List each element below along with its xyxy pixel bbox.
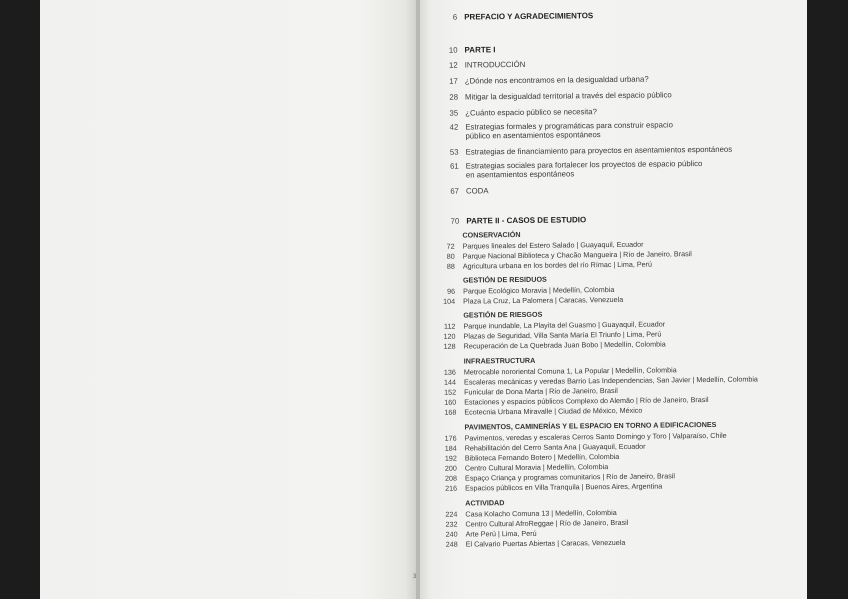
toc-title: Estrategias formales y programáticas para construir espacio <box>465 120 673 132</box>
case-entry <box>439 535 809 551</box>
toc-title-continuation: en asentamientos espontáneos <box>465 169 575 180</box>
toc-title: Espaço Criança y programas comunitarios | Río de Janeiro, Brasil <box>464 471 676 483</box>
toc-entry-preface <box>433 8 803 24</box>
toc-title: Plaza La Cruz, La Palomera | Caracas, Venezuela <box>463 294 624 306</box>
toc-title: Parque inundable, La Playita del Guasmo | Guayaquil, Ecuador <box>463 319 666 331</box>
toc-title: Ecotecnia Urbana Miravalle | Ciudad de México, México <box>464 405 643 417</box>
toc-page-number: 128 <box>443 341 456 351</box>
toc-title: Rehabilitación del Cerro Santa Ana | Guayaquil, Ecuador <box>464 441 646 453</box>
toc-title: Funicular de Dona Marta | Río de Janeiro, Brasil <box>464 385 618 397</box>
toc-page-number: 112 <box>443 321 456 331</box>
toc-title: Arte Perú | Lima, Perú <box>465 528 537 539</box>
toc-page-number: 72 <box>446 241 455 251</box>
toc-page-number: 61 <box>450 161 459 171</box>
toc-title: Centro Cultural Moravia | Medellín, Colombia <box>464 462 609 473</box>
toc-page-number: 192 <box>444 453 457 463</box>
toc-entry <box>434 88 804 104</box>
toc-title: Plazas de Seguridad, Villa Santa María El Triunfo | Lima, Perú <box>463 329 662 341</box>
toc-entry <box>435 143 805 159</box>
toc-title: Centro Cultural AfroReggae | Río de Janeiro, Brasil <box>465 517 629 529</box>
toc-page-number: 208 <box>444 473 458 483</box>
toc-page-number: 80 <box>446 251 455 261</box>
toc-entry <box>434 104 804 120</box>
toc-title: Espacios públicos en Villa Tranquila | Buenos Aires, Argentina <box>465 481 663 493</box>
toc-entry-coda <box>435 182 805 198</box>
toc-title: Mitigar la desigualdad territorial a través del espacio público <box>464 90 672 102</box>
toc-title: Agricultura urbana en los bordes del río Rímac | Lima, Perú <box>462 259 653 271</box>
toc-entry <box>434 56 804 72</box>
toc-page-number: 184 <box>444 443 457 453</box>
toc-page-number: 53 <box>449 147 459 157</box>
toc-title: ¿Dónde nos encontramos en la desigualdad urbana? <box>464 74 649 86</box>
toc-title: Pavimentos, veredas y escaleras Cerros Santo Domingo y Toro | Valparaíso, Chile <box>464 430 727 443</box>
toc-title: Estrategias de financiamiento para proyectos en asentamientos espontáneos <box>465 144 733 157</box>
section-title: GESTIÓN DE RIESGOS <box>463 309 543 320</box>
toc-page-number: 12 <box>448 60 458 70</box>
toc-page-number: 96 <box>447 286 456 296</box>
toc-title: Casa Kolacho Comuna 13 | Medellín, Colombia <box>465 507 617 519</box>
section-title: ACTIVIDAD <box>465 498 505 508</box>
toc-page-number: 144 <box>443 377 457 387</box>
toc-entry-continuation <box>435 166 805 182</box>
toc-page-number: 35 <box>449 108 459 118</box>
toc-title: PREFACIO Y AGRADECIMIENTOS <box>464 11 594 22</box>
section-title: PAVIMENTOS, CAMINERÍAS Y EL ESPACIO EN TORNO A EDIFICACIONES <box>464 419 717 432</box>
toc-title: Escaleras mecánicas y veredas Barrio Las Independencias, San Javier | Medellín, Colombia <box>463 374 758 387</box>
toc-title: Recuperación de La Quebrada Juan Bobo | Medellín, Colombia <box>463 339 666 351</box>
case-entry <box>437 337 807 353</box>
section-title: CONSERVACIÓN <box>462 229 521 240</box>
toc-page-number: 160 <box>444 397 457 407</box>
toc-page-number: 224 <box>445 509 458 519</box>
toc-entry-part2 <box>435 212 805 228</box>
toc-page-number: 88 <box>446 261 455 271</box>
toc-page-number: 168 <box>444 407 457 417</box>
folio-page-number: 3 <box>413 574 417 580</box>
toc-title-continuation: público en asentamientos espontáneos <box>465 130 601 141</box>
toc-page-number: 10 <box>448 45 458 55</box>
toc-title: INTRODUCCIÓN <box>464 59 526 70</box>
toc-title: Parque Nacional Biblioteca y Chacão Mangueira | Río de Janeiro, Brasil <box>462 249 692 261</box>
case-entry <box>436 257 806 273</box>
toc-page-number: 17 <box>449 76 458 86</box>
toc-title: Parque Ecológico Moravia | Medellín, Colombia <box>463 284 615 296</box>
toc-title: El Calvario Puertas Abiertas | Caracas, Venezuela <box>465 537 626 549</box>
toc-page-number: 216 <box>445 483 458 493</box>
toc-title: ¿Cuánto espacio público se necesita? <box>465 107 597 118</box>
toc-page-number: 42 <box>449 122 459 132</box>
toc-title: Estaciones y espacios públicos Complexo do Alemão | Río de Janeiro, Brasil <box>464 395 709 407</box>
section-title: GESTIÓN DE RESIDUOS <box>462 274 547 285</box>
toc-page-number: 200 <box>444 463 457 473</box>
toc-title: Biblioteca Fernando Botero | Medellín, Colombia <box>464 451 620 463</box>
case-entry <box>437 403 807 419</box>
case-entry <box>438 479 808 495</box>
toc-title: PARTE II - CASOS DE ESTUDIO <box>466 215 587 226</box>
toc-page-number: 70 <box>450 216 460 226</box>
toc-page-number: 6 <box>452 12 458 22</box>
toc-title: Parques lineales del Estero Salado | Guayaquil, Ecuador <box>462 239 644 251</box>
toc-title: Estrategias sociales para fortalecer los proyectos de espacio público <box>465 159 703 171</box>
toc-page-number: 152 <box>444 387 457 397</box>
toc-page-number: 104 <box>443 296 456 306</box>
toc-title: Metrocable nororiental Comuna 1, La Popular | Medellín, Colombia <box>463 365 677 377</box>
section-title: INFRAESTRUCTURA <box>463 355 536 366</box>
toc-page-number: 136 <box>443 367 456 377</box>
toc-entry <box>434 72 804 88</box>
toc-page-number: 176 <box>444 433 457 443</box>
toc-title: CODA <box>465 186 489 196</box>
toc-page-number: 120 <box>443 331 456 341</box>
case-entry <box>436 292 806 308</box>
toc-page-number: 67 <box>450 186 460 196</box>
toc-page-number: 240 <box>445 529 458 539</box>
toc-page-number: 248 <box>445 539 458 549</box>
toc-entry-continuation <box>434 127 804 143</box>
toc-page-number: 232 <box>445 519 458 529</box>
toc-title: PARTE I <box>464 45 496 55</box>
toc-page-number: 28 <box>449 92 459 102</box>
toc-entry-part1 <box>433 41 803 57</box>
